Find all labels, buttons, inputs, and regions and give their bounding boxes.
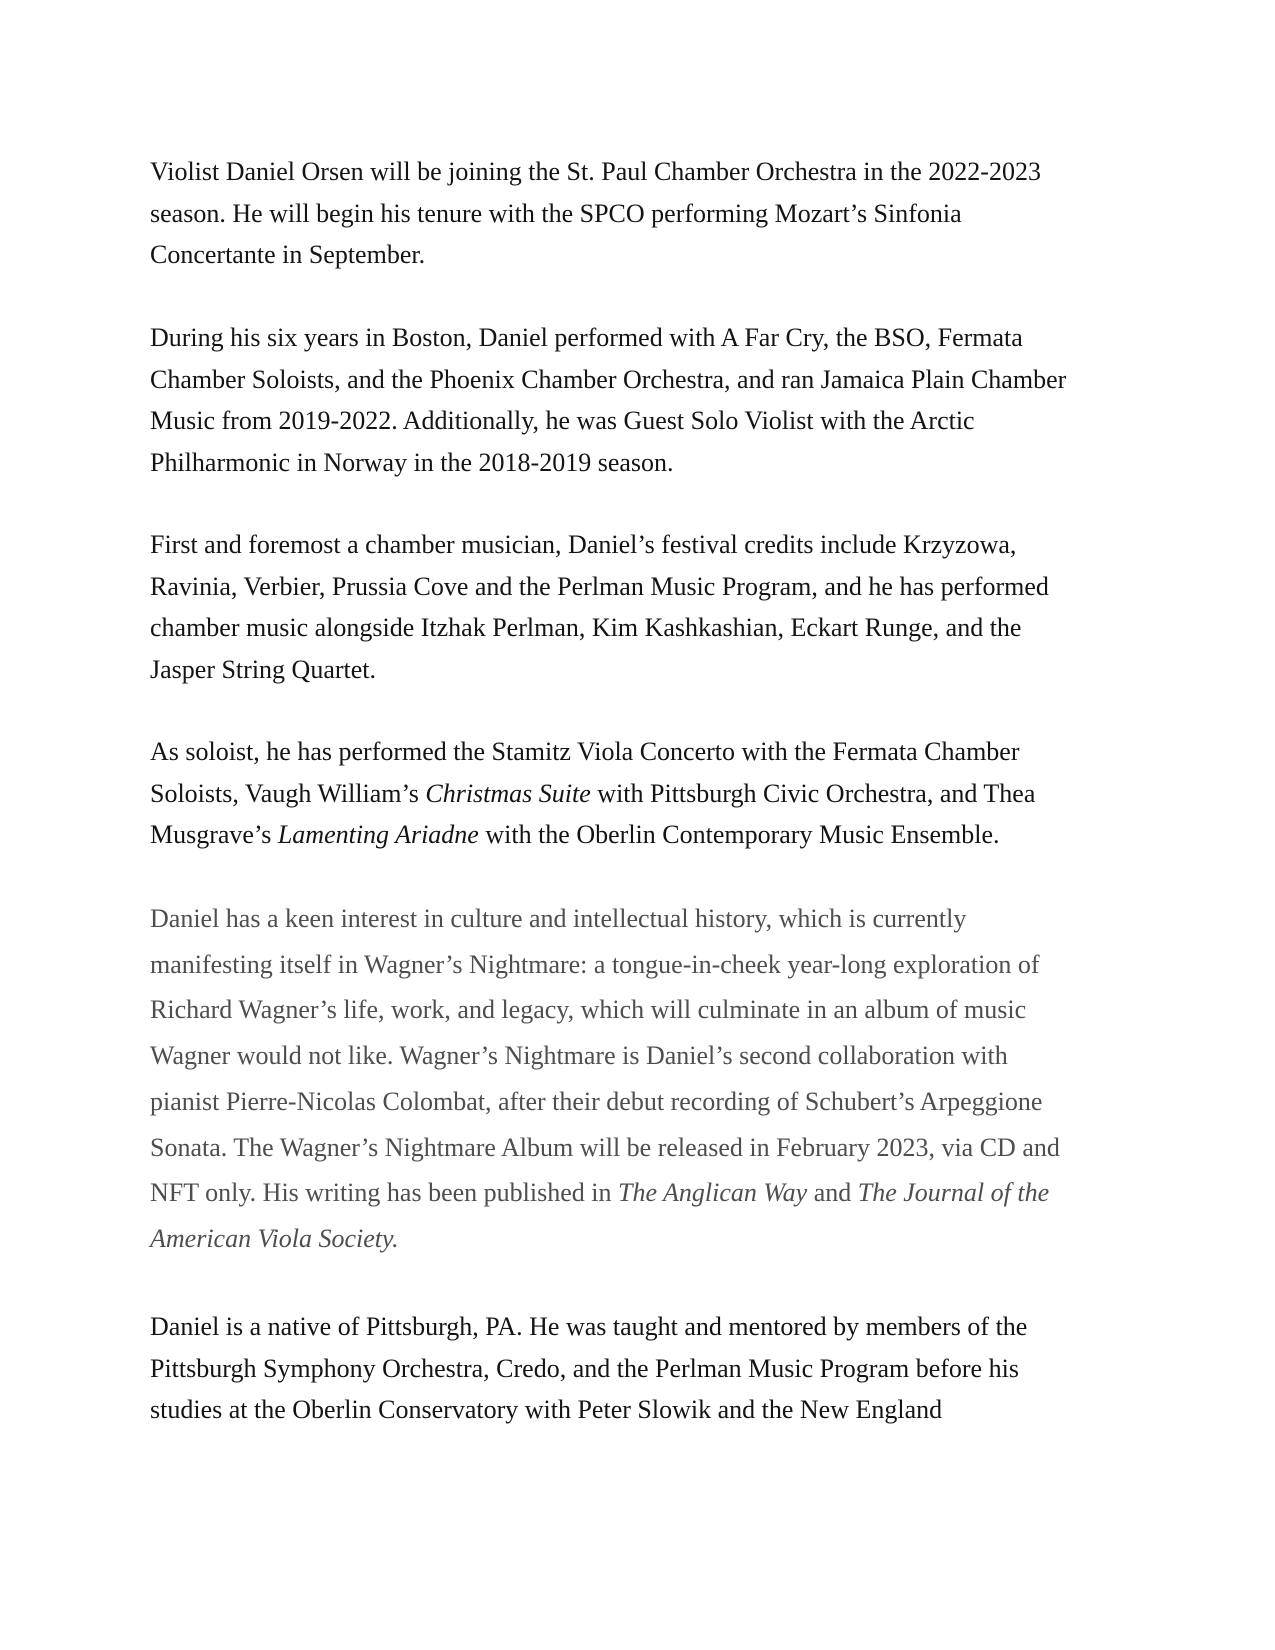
text-line: During his six years in Boston, Daniel performed with A Far Cry, the BSO, Fermata	[150, 323, 1023, 352]
text-segment: with the Oberlin Contemporary Music Ensemble.	[478, 820, 1000, 849]
paragraph-boston-years	[150, 317, 1135, 483]
text-line: season. He will begin his tenure with the SPCO performing Mozart’s Sinfonia	[150, 198, 962, 228]
text-line: manifesting itself in Wagner’s Nightmare: a tongue-in-cheek year-long exploration of	[150, 949, 1040, 979]
text-line: Daniel has a keen interest in culture and intellectual history, which is currently	[150, 904, 967, 933]
text-segment: and	[807, 1178, 858, 1208]
publication-title: American Viola Society.	[150, 1223, 399, 1253]
text-segment: NFT only. His writing has been published in	[150, 1178, 618, 1208]
text-line	[150, 814, 1135, 856]
text-line: Richard Wagner’s life, work, and legacy, which will culminate in an album of music	[150, 995, 1027, 1025]
text-segment: Musgrave’s	[150, 820, 278, 849]
text-line: Jasper String Quartet.	[150, 654, 377, 684]
text-line: As soloist, he has performed the Stamitz Viola Concerto with the Fermata Chamber	[150, 737, 1020, 766]
text-line	[150, 773, 1135, 815]
text-line: Ravinia, Verbier, Prussia Cove and the Perlman Music Program, and he has performed	[150, 571, 1049, 601]
work-title: Lamenting Ariadne	[277, 820, 479, 849]
text-line: Music from 2019-2022. Additionally, he was Guest Solo Violist with the Arctic	[150, 406, 975, 435]
text-line: Wagner would not like. Wagner’s Nightmare is Daniel’s second collaboration with	[150, 1041, 1008, 1071]
text-line: Daniel is a native of Pittsburgh, PA. He was taught and mentored by members of the	[150, 1312, 1028, 1341]
text-line: First and foremost a chamber musician, Daniel’s festival credits include Krzyzowa,	[150, 530, 1017, 559]
text-line: chamber music alongside Itzhak Perlman, Kim Kashkashian, Eckart Runge, and the	[150, 613, 1022, 642]
text-line	[150, 1170, 1135, 1216]
text-line: Chamber Soloists, and the Phoenix Chamber Orchestra, and ran Jamaica Plain Chamber	[150, 364, 1067, 394]
text-segment: Soloists, Vaugh William’s	[150, 778, 426, 808]
paragraph-education	[150, 1306, 1135, 1431]
text-segment: with Pittsburgh Civic Orchestra, and Thea	[590, 778, 1036, 808]
text-line: Pittsburgh Symphony Orchestra, Credo, and the Perlman Music Program before his	[150, 1353, 1019, 1383]
text-line: pianist Pierre-Nicolas Colombat, after their debut recording of Schubert’s Arpeggione	[150, 1086, 1043, 1116]
paragraph-soloist	[150, 731, 1135, 856]
work-title: Christmas Suite	[425, 778, 591, 808]
publication-title: The Anglican Way	[617, 1178, 808, 1208]
paragraph-wagners-nightmare	[150, 896, 1135, 1262]
text-line: Violist Daniel Orsen will be joining the St. Paul Chamber Orchestra in the 2022-2023	[150, 157, 1041, 186]
text-line	[150, 1216, 1135, 1262]
text-line: Philharmonic in Norway in the 2018-2019 season.	[150, 447, 674, 477]
text-line: Sonata. The Wagner’s Nightmare Album will be released in February 2023, via CD and	[150, 1132, 1060, 1162]
paragraph-spco-announcement	[150, 151, 1135, 276]
paragraph-chamber-credits	[150, 524, 1135, 690]
text-line: Concertante in September.	[150, 240, 426, 269]
publication-title: The Journal of the	[857, 1178, 1050, 1208]
text-line: studies at the Oberlin Conservatory with Peter Slowik and the New England	[150, 1395, 943, 1424]
